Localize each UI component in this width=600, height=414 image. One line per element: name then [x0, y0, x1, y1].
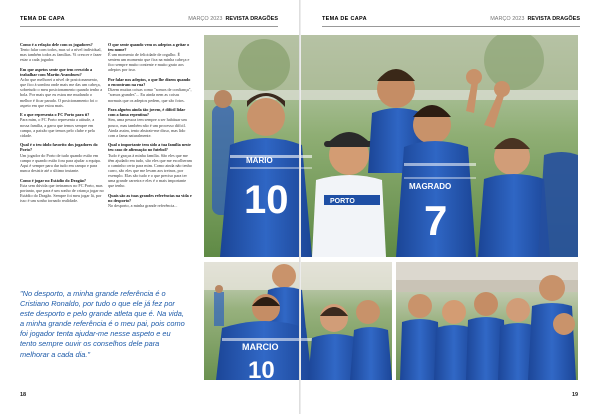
- header-rule: [322, 26, 580, 27]
- jersey-number: 10: [244, 178, 289, 222]
- question: Qual é o teu ídolo favorito dos jogadores do Porto?: [20, 142, 98, 153]
- qa-block: [20, 178, 104, 203]
- issue-date: MARÇO 2023: [490, 16, 525, 22]
- qa-block: [108, 142, 192, 188]
- jersey-number: 10: [248, 357, 275, 380]
- jersey-number: 7: [424, 197, 448, 244]
- answer: Dizem muitas coisas como "somos de confiança", "somos grandes"... Eu ainda nem as coisas normais que os adeptos pedem, que são fotos.: [108, 87, 192, 103]
- page-number-right: 19: [572, 392, 579, 398]
- left-page-header: [20, 14, 278, 24]
- answer: É um momento de felicidade de orgulho. É sentem um momento que fica na minha cabeça e fico sempre muito contente e muito grato aos adeptos por isso.: [108, 52, 190, 73]
- answer: Tento falar com todos, mas só a nível individual, mas também todos as famílias. Vi crescer e fazer estar a cada jogador.: [20, 47, 102, 63]
- kid-shirt-text: PORTO: [330, 198, 355, 205]
- answer: Acho que melhorei a nível de posicionamento, que fico à sombra onde mais me das um cabeça, sobretudo o meu posicionamento quando tenho a bola. Por mais que eu estou me mudando o melhor é ficar parado. O posicionamento foi o aspeto em que estou mais.: [20, 77, 103, 108]
- answer: Esta sem dúvida que treinamos no FC Porto, mas portanto, que para é um sonho de criança jogar no Estádio do Dragão. Sempre foi meu jogar lá, por isso é um sonho tornado realidade.: [20, 182, 104, 203]
- right-page-header: [322, 14, 580, 24]
- answer: Tudo é graças à minha família. São eles que me têm ajudado em tudo, são eles que me escolheram o caminho certo para mim. Como ainda não tenho carro, são eles que me levam aos treinos, por exemplo. Elas são tudo e o que preciso para ter uma grande carreira e eles é o mais importante que tenho.: [108, 152, 192, 189]
- main-photo-team-celebration: [204, 35, 578, 257]
- interview-column-2: [108, 42, 192, 213]
- magazine-name: REVISTA DRAGÕES: [527, 16, 580, 22]
- qa-block: [108, 107, 192, 138]
- qa-block: [20, 67, 104, 108]
- question: Para alguém ainda tão jovem, é difícil lidar com a fama repentina?: [108, 107, 186, 118]
- issue-date: MARÇO 2023: [188, 16, 223, 22]
- jersey-name: MARCIO: [242, 342, 279, 352]
- answer: No desporto, a minha grande referência...: [108, 203, 178, 208]
- question: Em que aspetos sente que tem crescido a trabalhar com Martin Aramburu?: [20, 66, 93, 78]
- question: E o que representa o FC Porto para ti?: [20, 112, 90, 118]
- jersey-name: MAGRADO: [409, 182, 452, 191]
- qa-block: [20, 42, 104, 62]
- answer: Sim, uma pessoa tem sempre a ser habituar um pouco, mas também não é um processo difícil. Ainda assim, tento abstrair-me disso, mas lido com a fama naturalmente.: [108, 117, 187, 138]
- question: Por falar nos adeptos, o que lhe dizem quando o encontram na rua?: [108, 77, 191, 88]
- qa-block: [108, 193, 192, 208]
- qa-block: [20, 142, 104, 173]
- qa-block: [20, 112, 104, 137]
- answer: Um jogador do Porto de tudo quando estão em campo e quando estão fora para ajudar a equipa. Aqui é sempre para dar tudo em campo e para nunca desistir até o último instante.: [20, 152, 101, 173]
- page-number-left: 18: [20, 392, 27, 398]
- answer: Para mim, o FC Porto representa a atitude, a nossa família, a garra que temos sempre em campo, a paixão que temos pelo clube e pela cidade.: [20, 117, 95, 138]
- bottom-left-photo-team-huddle: [204, 262, 392, 380]
- magazine-name: REVISTA DRAGÕES: [225, 16, 278, 22]
- jersey-name: MARIO: [246, 156, 273, 165]
- question: Como é jogar no Estádio do Dragão?: [20, 177, 86, 183]
- qa-block: [108, 42, 192, 73]
- section-label: TEMA DE CAPA: [322, 16, 367, 22]
- question: Qual o importante tem sido a tua família neste teu caso de afirmação no futebol?: [108, 142, 191, 153]
- pull-quote: "No desporto, a minha grande referência é o Cristiano Ronaldo, por tudo o que ele já fez por este desporto e pelo grande atleta que é. Na vida, a minha grande referência é o meu pai, pois como foi jogador tenta ajudar-me nesse aspeto e eu tento sempre ouvir os conselhos dele para melhorar a cada dia.": [20, 289, 185, 359]
- question: Como é a relação dele com os jogadores?: [20, 42, 93, 47]
- qa-block: [108, 77, 192, 102]
- question: Quais são as tuas grandes referências na vida e no desporto?: [108, 192, 192, 203]
- header-rule: [20, 26, 278, 27]
- bottom-right-photo-group: [396, 262, 578, 380]
- interview-column-1: [20, 42, 104, 208]
- question: O que sente quando vem os adeptos a gritar o teu nome?: [108, 42, 190, 53]
- section-label: TEMA DE CAPA: [20, 16, 65, 22]
- spread-gutter: [299, 0, 301, 414]
